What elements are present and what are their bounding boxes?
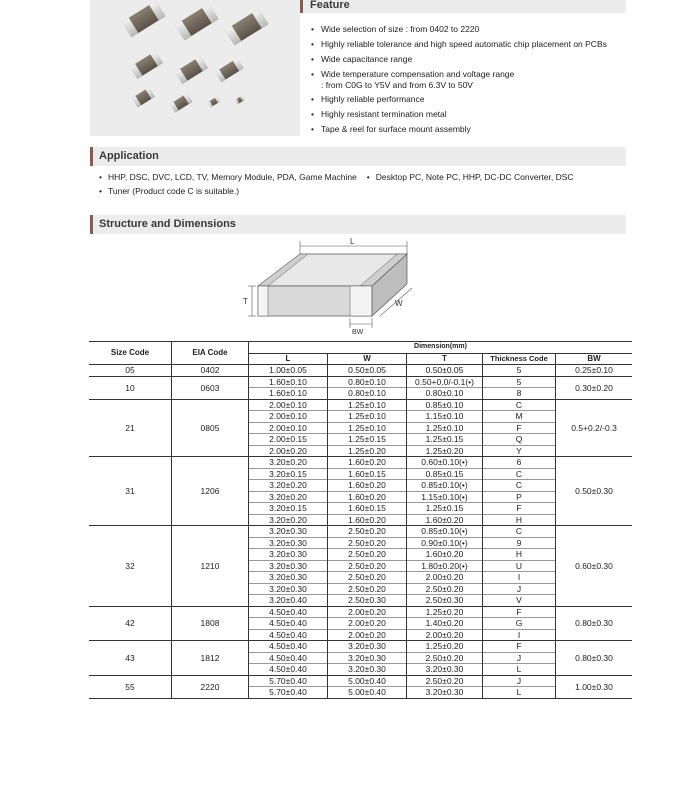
- chip-dimension-diagram: [240, 236, 420, 336]
- dim-T-cell: 1.25±0.20: [407, 641, 483, 653]
- feature-item: • Wide capacitance range: [311, 52, 641, 67]
- dim-W-cell: 1.25±0.20: [328, 445, 407, 457]
- chip-large-1: [122, 1, 165, 37]
- dim-W-cell: 2.50±0.20: [328, 583, 407, 595]
- dim-L-cell: 1.00±0.05: [249, 365, 328, 377]
- thickness-code-cell: M: [483, 411, 556, 423]
- dim-L-cell: 1.60±0.10: [249, 388, 328, 400]
- eia-code-cell: 0402: [172, 365, 249, 377]
- structure-diagram: [240, 236, 420, 341]
- size-code-cell: 31: [125, 486, 135, 496]
- header-L: L: [249, 353, 328, 365]
- eia-code-cell: 0603: [172, 376, 249, 399]
- thickness-code-cell: I: [483, 629, 556, 641]
- dim-T-cell: 2.50±0.30: [407, 595, 483, 607]
- thickness-code-cell: F: [483, 503, 556, 515]
- dim-W-cell: 1.60±0.20: [328, 514, 407, 526]
- chip-large-2: [175, 4, 218, 40]
- chip-tiny-2: [235, 96, 244, 104]
- dim-W-cell: 2.50±0.20: [328, 537, 407, 549]
- thickness-code-cell: F: [483, 641, 556, 653]
- thickness-code-cell: C: [483, 468, 556, 480]
- eia-code-cell: 1808: [172, 606, 249, 641]
- dim-T-cell: 0.90±0.10(•): [407, 537, 483, 549]
- feature-item: • Tape & reel for surface mount assembly: [311, 122, 641, 137]
- dim-W-cell: 0.80±0.10: [328, 388, 407, 400]
- dimension-table-body: [89, 365, 632, 699]
- label-W: W: [395, 299, 403, 308]
- dim-L-cell: 3.20±0.30: [249, 572, 328, 584]
- thickness-code-cell: P: [483, 491, 556, 503]
- structure-header: [90, 215, 626, 234]
- dim-L-cell: 3.20±0.30: [249, 560, 328, 572]
- dim-W-cell: 2.50±0.20: [328, 560, 407, 572]
- eia-code-cell: 0805: [172, 399, 249, 457]
- dim-T-cell: 2.50±0.20: [407, 652, 483, 664]
- product-photo: [90, 0, 300, 136]
- dim-T-cell: 1.60±0.20: [407, 514, 483, 526]
- eia-code-cell: 1206: [172, 457, 249, 526]
- chip-tiny-1: [208, 97, 220, 107]
- dim-T-cell: 1.25±0.20: [407, 606, 483, 618]
- dim-L-cell: 3.20±0.40: [249, 595, 328, 607]
- dim-L-cell: 3.20±0.20: [249, 514, 328, 526]
- dim-L-cell: 4.50±0.40: [249, 618, 328, 630]
- dim-L-cell: 3.20±0.20: [249, 480, 328, 492]
- size-code-cell: 42: [125, 618, 135, 629]
- label-T: T: [243, 297, 248, 306]
- dim-T-cell: 3.20±0.30: [407, 664, 483, 676]
- dim-T-cell: 1.15±0.10: [407, 411, 483, 423]
- feature-item: • Wide selection of size : from 0402 to 2220: [311, 22, 641, 37]
- header-size-code: Size Code: [110, 348, 150, 357]
- feature-title: Feature: [310, 0, 350, 11]
- dim-W-cell: 2.00±0.20: [328, 629, 407, 641]
- table-row: [89, 365, 632, 377]
- dim-L-cell: 3.20±0.20: [249, 491, 328, 503]
- thickness-code-cell: F: [483, 422, 556, 434]
- bw-cell: 0.60±0.30: [556, 526, 633, 607]
- thickness-code-cell: 8: [483, 388, 556, 400]
- dim-T-cell: 0.85±0.10(•): [407, 480, 483, 492]
- dim-W-cell: 1.25±0.15: [328, 434, 407, 446]
- chip-medium-1: [130, 51, 163, 79]
- dim-W-cell: 0.50±0.05: [328, 365, 407, 377]
- feature-item-sub: : from C0G to Y5V and from 6.3V to 50V: [321, 80, 473, 90]
- dim-L-cell: 4.50±0.40: [249, 606, 328, 618]
- dim-T-cell: 0.85±0.10(•): [407, 526, 483, 538]
- feature-list: [311, 22, 641, 137]
- thickness-code-cell: 5: [483, 365, 556, 377]
- thickness-code-cell: Y: [483, 445, 556, 457]
- thickness-code-cell: J: [483, 652, 556, 664]
- dim-T-cell: 2.00±0.20: [407, 572, 483, 584]
- thickness-code-cell: I: [483, 572, 556, 584]
- thickness-code-cell: H: [483, 549, 556, 561]
- application-title: Application: [99, 150, 159, 162]
- dim-W-cell: 1.25±0.10: [328, 411, 407, 423]
- dim-L-cell: 1.60±0.10: [249, 376, 328, 388]
- size-code-cell: 21: [125, 422, 135, 433]
- thickness-code-cell: L: [483, 687, 556, 699]
- application-item-b: Desktop PC, Note PC, HHP, DC-DC Converter, DSC: [375, 172, 574, 182]
- application-item-c: Tuner (Product code C is suitable.): [108, 186, 240, 196]
- thickness-code-cell: V: [483, 595, 556, 607]
- bw-cell: 0.5+0.2/-0.3: [556, 399, 633, 457]
- dim-L-cell: 3.20±0.30: [249, 537, 328, 549]
- dim-W-cell: 1.60±0.15: [328, 503, 407, 515]
- chip-small-2: [170, 93, 192, 112]
- dim-T-cell: 0.50±0.05: [407, 365, 483, 377]
- dim-W-cell: 1.60±0.20: [328, 491, 407, 503]
- chip-medium-2: [175, 56, 208, 84]
- dim-T-cell: 1.25±0.15: [407, 503, 483, 515]
- feature-header: [300, 0, 626, 13]
- table-row: [89, 399, 632, 411]
- thickness-code-cell: J: [483, 675, 556, 687]
- dim-L-cell: 2.00±0.10: [249, 399, 328, 411]
- bw-cell: 0.50±0.30: [556, 457, 633, 526]
- dim-T-cell: 0.85±0.15: [407, 468, 483, 480]
- dim-L-cell: 4.50±0.40: [249, 664, 328, 676]
- size-code-cell: 43: [125, 652, 135, 663]
- dim-W-cell: 5.00±0.40: [328, 675, 407, 687]
- bw-cell: 0.80±0.30: [556, 641, 633, 676]
- bw-cell: 0.80±0.30: [556, 606, 633, 641]
- size-code-cell: 05: [125, 365, 135, 376]
- dim-T-cell: 0.80±0.10: [407, 388, 483, 400]
- dim-T-cell: 3.20±0.30: [407, 687, 483, 699]
- eia-code-cell: 1210: [172, 526, 249, 607]
- dim-T-cell: 2.00±0.20: [407, 629, 483, 641]
- chip-medium-3: [215, 58, 243, 82]
- dim-T-cell: 0.60±0.10(•): [407, 457, 483, 469]
- eia-code-cell: 2220: [172, 675, 249, 698]
- dim-W-cell: 2.50±0.30: [328, 595, 407, 607]
- dim-L-cell: 3.20±0.15: [249, 468, 328, 480]
- dim-W-cell: 1.60±0.20: [328, 480, 407, 492]
- application-line-2: • Tuner (Product code C is suitable.): [99, 186, 240, 196]
- thickness-code-cell: Q: [483, 434, 556, 446]
- table-row: [89, 606, 632, 618]
- bw-cell: 1.00±0.30: [556, 675, 633, 698]
- dim-L-cell: 2.00±0.10: [249, 422, 328, 434]
- chip-large-3: [225, 9, 268, 45]
- eia-code-cell: 1812: [172, 641, 249, 676]
- thickness-code-cell: C: [483, 526, 556, 538]
- dim-W-cell: 2.00±0.20: [328, 618, 407, 630]
- thickness-code-cell: C: [483, 399, 556, 411]
- dim-L-cell: 3.20±0.30: [249, 549, 328, 561]
- size-code-cell: 32: [125, 560, 135, 571]
- size-code-cell: 10: [125, 382, 135, 393]
- thickness-code-cell: L: [483, 664, 556, 676]
- dim-T-cell: 2.50±0.20: [407, 583, 483, 595]
- dim-W-cell: 5.00±0.40: [328, 687, 407, 699]
- dim-T-cell: 1.60±0.20: [407, 549, 483, 561]
- dim-L-cell: 3.20±0.30: [249, 526, 328, 538]
- dim-W-cell: 2.50±0.20: [328, 526, 407, 538]
- thickness-code-cell: J: [483, 583, 556, 595]
- dim-L-cell: 4.50±0.40: [249, 652, 328, 664]
- application-header: [90, 147, 626, 166]
- dim-L-cell: 4.50±0.40: [249, 629, 328, 641]
- dim-T-cell: 1.25±0.20: [407, 445, 483, 457]
- header-eia-code: EIA Code: [172, 342, 249, 365]
- dim-L-cell: 2.00±0.10: [249, 411, 328, 423]
- dim-L-cell: 3.20±0.15: [249, 503, 328, 515]
- dim-L-cell: 3.20±0.20: [249, 457, 328, 469]
- dim-T-cell: 1.80±0.20(•): [407, 560, 483, 572]
- dim-L-cell: 2.00±0.15: [249, 434, 328, 446]
- label-L: L: [350, 237, 355, 246]
- dim-L-cell: 5.70±0.40: [249, 687, 328, 699]
- dim-T-cell: 1.15±0.10(•): [407, 491, 483, 503]
- dim-L-cell: 3.20±0.30: [249, 583, 328, 595]
- header-dimension: Dimension(mm): [249, 342, 633, 354]
- feature-item: • Wide temperature compensation and voltage range: [311, 67, 641, 82]
- dim-W-cell: 3.20±0.30: [328, 641, 407, 653]
- table-row: [89, 457, 632, 469]
- thickness-code-cell: 6: [483, 457, 556, 469]
- feature-item: • Highly reliable performance: [311, 92, 641, 107]
- table-row: [89, 675, 632, 687]
- bw-cell: 0.25±0.10: [556, 365, 633, 377]
- dim-L-cell: 2.00±0.20: [249, 445, 328, 457]
- application-list: [99, 170, 639, 198]
- table-row: [89, 641, 632, 653]
- feature-item: • Highly reliable tolerance and high speed automatic chip placement on PCBs: [311, 37, 641, 52]
- header-T: T: [407, 353, 483, 365]
- thickness-code-cell: H: [483, 514, 556, 526]
- capacitor-chips-illustration: [90, 0, 300, 136]
- dim-T-cell: 2.50±0.20: [407, 675, 483, 687]
- thickness-code-cell: U: [483, 560, 556, 572]
- dim-L-cell: 4.50±0.40: [249, 641, 328, 653]
- header-W: W: [328, 353, 407, 365]
- dim-T-cell: 1.25±0.15: [407, 434, 483, 446]
- table-row: [89, 376, 632, 388]
- dim-T-cell: 1.40±0.20: [407, 618, 483, 630]
- dim-W-cell: 2.50±0.20: [328, 572, 407, 584]
- header-BW: BW: [556, 353, 633, 365]
- dim-W-cell: 1.60±0.15: [328, 468, 407, 480]
- dim-W-cell: 3.20±0.30: [328, 664, 407, 676]
- dim-W-cell: 2.00±0.20: [328, 606, 407, 618]
- structure-title: Structure and Dimensions: [99, 218, 236, 230]
- application-item-a: HHP, DSC, DVC, LCD, TV, Memory Module, PDA, Game Machine: [108, 172, 357, 182]
- dim-L-cell: 5.70±0.40: [249, 675, 328, 687]
- thickness-code-cell: 9: [483, 537, 556, 549]
- dim-W-cell: 2.50±0.20: [328, 549, 407, 561]
- dim-W-cell: 1.25±0.10: [328, 399, 407, 411]
- dim-T-cell: 1.25±0.10: [407, 422, 483, 434]
- bw-cell: 0.30±0.20: [556, 376, 633, 399]
- chip-small-1: [132, 87, 155, 107]
- dimension-table: [89, 341, 632, 699]
- header-thickness-code: Thickness Code: [483, 353, 556, 365]
- dim-T-cell: 0.50+0.0/-0.1(•): [407, 376, 483, 388]
- table-row: [89, 526, 632, 538]
- thickness-code-cell: 5: [483, 376, 556, 388]
- thickness-code-cell: G: [483, 618, 556, 630]
- dim-T-cell: 0.85±0.10: [407, 399, 483, 411]
- feature-item: • Highly resistant termination metal: [311, 107, 641, 122]
- label-BW: BW: [352, 329, 364, 336]
- thickness-code-cell: F: [483, 606, 556, 618]
- dim-W-cell: 0.80±0.10: [328, 376, 407, 388]
- dim-W-cell: 1.25±0.10: [328, 422, 407, 434]
- application-line-1: • HHP, DSC, DVC, LCD, TV, Memory Module, PDA, Game Machine • Desktop PC, Note PC, HHP, DC-DC Converter, DSC: [99, 172, 574, 182]
- dim-W-cell: 1.60±0.20: [328, 457, 407, 469]
- size-code-cell: 55: [125, 681, 135, 692]
- dim-W-cell: 3.20±0.30: [328, 652, 407, 664]
- thickness-code-cell: C: [483, 480, 556, 492]
